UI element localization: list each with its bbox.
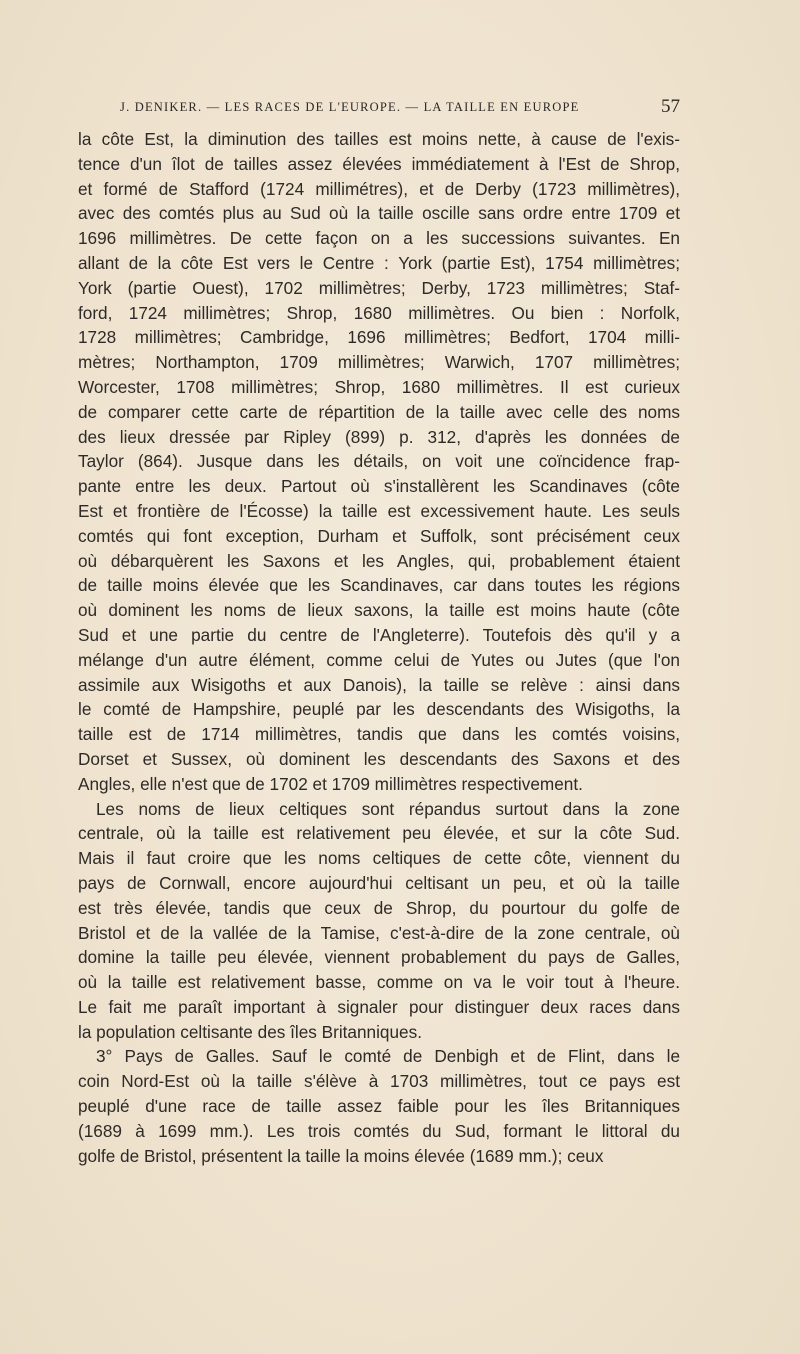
text-line: centrale, où la taille est relativement peu élevée, et sur la côte Sud. xyxy=(78,823,680,844)
text-line: de comparer cette carte de répartition de la taille avec celle des noms xyxy=(78,401,680,422)
running-head: J. DENIKER. — LES RACES DE L'EUROPE. — LA TAILLE EN EUROPE xyxy=(120,100,580,114)
text-line: des lieux dressée par Ripley (899) p. 312, d'après les données de xyxy=(78,426,680,447)
text-line: Est et frontière de l'Écosse) la taille est excessivement haute. Les seuls xyxy=(78,500,680,521)
text-line: Bristol et de la vallée de la Tamise, c'est-à-dire de la zone centrale, où xyxy=(78,922,680,943)
text-line: où la taille est relativement basse, comme on va le voir tout à l'heure. xyxy=(78,972,680,993)
body-text xyxy=(78,127,680,1168)
text-line: (1689 à 1699 mm.). Les trois comtés du Sud, formant le littoral du xyxy=(78,1120,680,1141)
text-line: coin Nord-Est où la taille s'élève à 1703 millimètres, tout ce pays est xyxy=(78,1071,680,1092)
text-line: Sud et une partie du centre de l'Angleterre). Toutefois dès qu'il y a xyxy=(78,624,680,645)
text-line: comtés qui font exception, Durham et Suffolk, sont précisément ceux xyxy=(78,525,680,546)
text-line: tence d'un îlot de tailles assez élevées immédiatement à l'Est de Shrop, xyxy=(78,153,680,174)
text-line: 1696 millimètres. De cette façon on a les successions suivantes. En xyxy=(78,228,680,249)
page-header xyxy=(120,98,680,120)
text-line: où dominent les noms de lieux saxons, la taille est moins haute (côte xyxy=(78,600,680,621)
text-line: Les noms de lieux celtiques sont répandus surtout dans la zone xyxy=(96,798,680,819)
text-line: pays de Cornwall, encore aujourd'hui celtisant un peu, et où la taille xyxy=(78,872,680,893)
text-line: assimile aux Wisigoths et aux Danois), la taille se relève : ainsi dans xyxy=(78,674,680,695)
text-line: Angles, elle n'est que de 1702 et 1709 millimètres respectivement. xyxy=(78,773,583,794)
text-line: mélange d'un autre élément, comme celui de Yutes ou Jutes (que l'on xyxy=(78,649,680,670)
text-line: où débarquèrent les Saxons et les Angles, qui, probablement étaient xyxy=(78,550,680,571)
text-line: peuplé d'une race de taille assez faible pour les îles Britanniques xyxy=(78,1096,680,1117)
text-line: avec des comtés plus au Sud où la taille oscille sans ordre entre 1709 et xyxy=(78,203,680,224)
text-line: 1728 millimètres; Cambridge, 1696 millimètres; Bedfort, 1704 milli- xyxy=(78,327,680,348)
text-line: ford, 1724 millimètres; Shrop, 1680 millimètres. Ou bien : Norfolk, xyxy=(78,302,680,323)
text-line: allant de la côte Est vers le Centre : York (partie Est), 1754 millimètres; xyxy=(78,252,680,273)
text-line: Dorset et Sussex, où dominent les descendants des Saxons et des xyxy=(78,748,680,769)
text-line: golfe de Bristol, présentent la taille la moins élevée (1689 mm.); ceux xyxy=(78,1145,604,1166)
text-line: Worcester, 1708 millimètres; Shrop, 1680 millimètres. Il est curieux xyxy=(78,376,680,397)
text-line: taille est de 1714 millimètres, tandis que dans les comtés voisins, xyxy=(78,724,680,745)
text-line: pante entre les deux. Partout où s'installèrent les Scandinaves (côte xyxy=(78,476,680,497)
text-line: le comté de Hampshire, peuplé par les descendants des Wisigoths, la xyxy=(78,699,680,720)
text-line: et formé de Stafford (1724 millimétres), et de Derby (1723 millimètres), xyxy=(78,178,680,199)
text-line: York (partie Ouest), 1702 millimètres; Derby, 1723 millimètres; Staf- xyxy=(78,277,680,298)
text-line: la population celtisante des îles Britanniques. xyxy=(78,1021,422,1042)
page-number: 57 xyxy=(661,96,680,117)
text-line: Mais il faut croire que les noms celtiques de cette côte, viennent du xyxy=(78,848,680,869)
text-line: Le fait me paraît important à signaler pour distinguer deux races dans xyxy=(78,996,680,1017)
text-line: domine la taille peu élevée, viennent probablement du pays de Galles, xyxy=(78,947,680,968)
text-line: Taylor (864). Jusque dans les détails, on voit une coïncidence frap- xyxy=(78,451,680,472)
text-line: 3° Pays de Galles. Sauf le comté de Denbigh et de Flint, dans le xyxy=(96,1046,680,1067)
text-line: mètres; Northampton, 1709 millimètres; Warwich, 1707 millimètres; xyxy=(78,352,680,373)
text-line: de taille moins élevée que les Scandinaves, car dans toutes les régions xyxy=(78,575,680,596)
text-line: la côte Est, la diminution des tailles est moins nette, à cause de l'exis- xyxy=(78,129,680,149)
text-line: est très élevée, tandis que ceux de Shrop, du pourtour du golfe de xyxy=(78,897,680,918)
